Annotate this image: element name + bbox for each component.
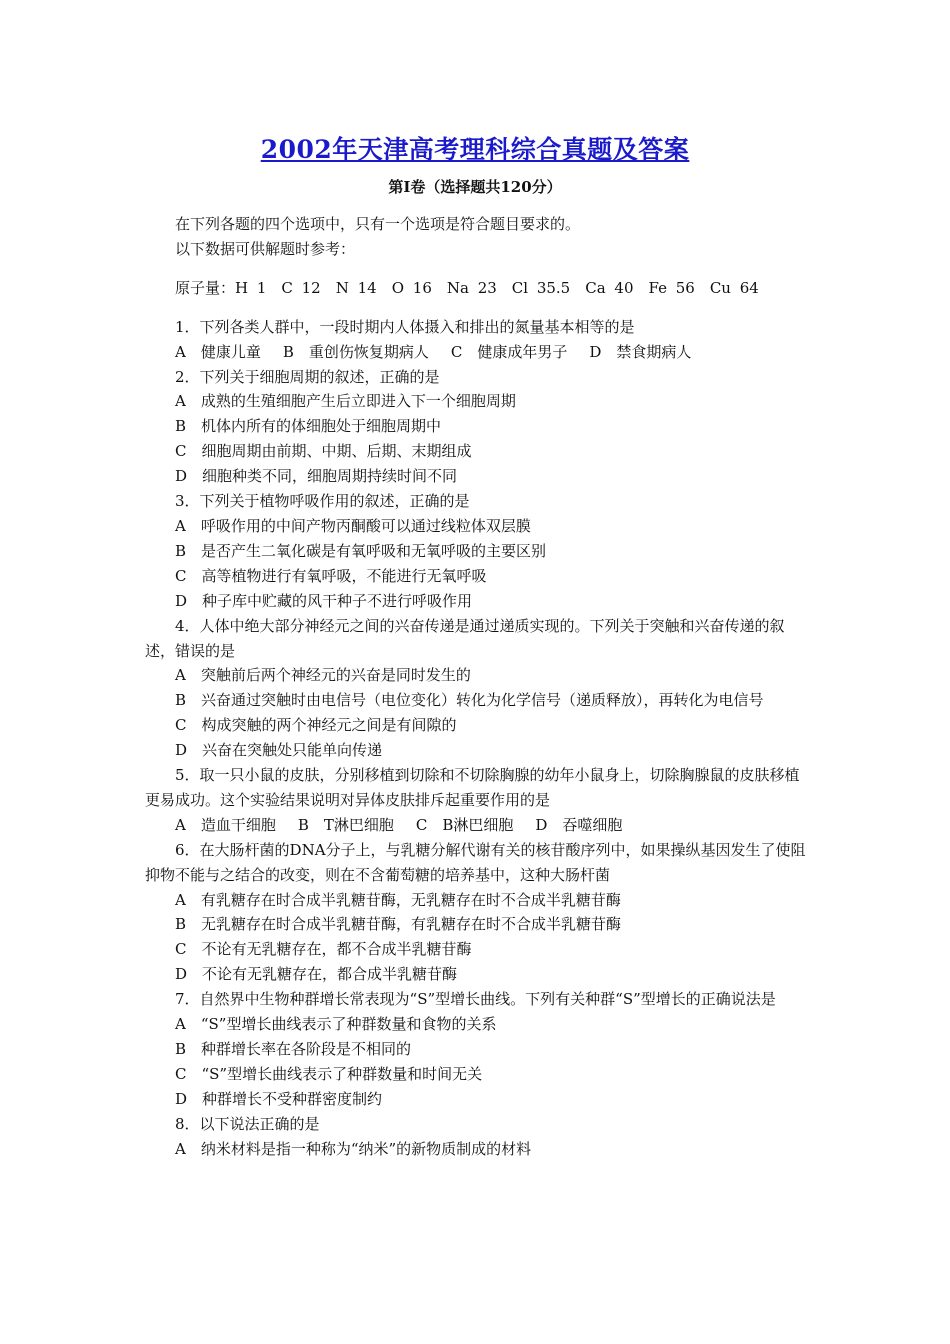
section-heading: 第Ⅰ卷（选择题共120分） xyxy=(388,178,562,196)
intro-reference: 以下数据可供解题时参考： xyxy=(175,239,356,258)
question-1-options xyxy=(145,340,810,365)
document-title[interactable]: 2002年天津高考理科综合真题及答案 xyxy=(260,135,690,164)
question-2-option-d: D 细胞种类不同，细胞周期持续时间不同 xyxy=(175,467,458,486)
question-8-stem: 8．以下说法正确的是 xyxy=(175,1114,320,1133)
question-3-option-a: A 呼吸作用的中间产物丙酮酸可以通过线粒体双层膜 xyxy=(175,516,531,535)
document-body xyxy=(145,212,810,1162)
question-6-option-b: B 无乳糖存在时合成半乳糖苷酶，有乳糖存在时不合成半乳糖苷酶 xyxy=(175,915,622,934)
question-5-options xyxy=(145,813,810,838)
question-3-stem: 3．下列关于植物呼吸作用的叙述，正确的是 xyxy=(175,492,470,511)
question-5-option-a: A 造血干细胞 xyxy=(175,815,276,834)
question-7-option-a: A “S”型增长曲线表示了种群数量和食物的关系 xyxy=(175,1015,497,1034)
question-3-option-b: B 是否产生二氧化碳是有氧呼吸和无氧呼吸的主要区别 xyxy=(175,541,547,560)
question-4-stem: 4．人体中绝大部分神经元之间的兴奋传递是通过递质实现的。下列关于突触和兴奋传递的叙述，错误的是 xyxy=(145,616,785,660)
question-1-option-b: B 重创伤恢复期病人 xyxy=(282,342,429,361)
question-5-option-d: D 吞噬细胞 xyxy=(535,815,623,834)
question-6-stem: 6．在大肠杆菌的DNA分子上，与乳糖分解代谢有关的核苷酸序列中，如果操纵基因发生了使阻抑物不能与之结合的改变，则在不含葡萄糖的培养基中，这种大肠杆菌 xyxy=(145,840,806,884)
question-2-option-b: B 机体内所有的体细胞处于细胞周期中 xyxy=(175,417,442,436)
question-7-stem: 7．自然界中生物种群增长常表现为“S”型增长曲线。下列有关种群“S”型增长的正确说法是 xyxy=(175,990,776,1009)
question-4-option-b: B 兴奋通过突触时由电信号（电位变化）转化为化学信号（递质释放），再转化为电信号 xyxy=(175,691,764,710)
question-4-option-a: A 突触前后两个神经元的兴奋是同时发生的 xyxy=(175,666,471,685)
question-7-option-d: D 种群增长不受种群密度制约 xyxy=(175,1089,383,1108)
question-2-option-c: C 细胞周期由前期、中期、后期、末期组成 xyxy=(175,442,472,461)
question-6-option-a: A 有乳糖存在时合成半乳糖苷酶，无乳糖存在时不合成半乳糖苷酶 xyxy=(175,890,621,909)
question-5-option-b: B T淋巴细胞 xyxy=(297,815,394,834)
atomic-masses: 原子量：H 1 C 12 N 14 O 16 Na 23 Cl 35.5 Ca 40 Fe 56 Cu 64 xyxy=(175,278,759,297)
question-6-option-d: D 不论有无乳糖存在，都合成半乳糖苷酶 xyxy=(175,965,458,984)
question-3-option-c: C 高等植物进行有氧呼吸，不能进行无氧呼吸 xyxy=(175,566,487,585)
question-7-option-c: C “S”型增长曲线表示了种群数量和时间无关 xyxy=(175,1064,483,1083)
question-4-option-d: D 兴奋在突触处只能单向传递 xyxy=(175,741,383,760)
question-7-option-b: B 种群增长率在各阶段是不相同的 xyxy=(175,1040,412,1058)
question-1-option-c: C 健康成年男子 xyxy=(450,342,568,361)
question-3-option-d: D 种子库中贮藏的风干种子不进行呼吸作用 xyxy=(175,591,473,610)
question-1-option-d: D 禁食期病人 xyxy=(589,342,692,361)
question-1-stem: 1．下列各类人群中，一段时期内人体摄入和排出的氮量基本相等的是 xyxy=(175,317,635,336)
intro-instruction: 在下列各题的四个选项中，只有一个选项是符合题目要求的。 xyxy=(175,215,581,233)
question-2-option-a: A 成熟的生殖细胞产生后立即进入下一个细胞周期 xyxy=(175,392,516,411)
question-8-option-a: A 纳米材料是指一种称为“纳米”的新物质制成的材料 xyxy=(175,1139,532,1158)
question-5-option-c: C B淋巴细胞 xyxy=(415,815,514,834)
question-6-option-c: C 不论有无乳糖存在，都不合成半乳糖苷酶 xyxy=(175,940,472,959)
question-2-stem: 2．下列关于细胞周期的叙述，正确的是 xyxy=(175,367,440,386)
question-1-option-a: A 健康儿童 xyxy=(175,342,261,361)
question-4-option-c: C 构成突触的两个神经元之间是有间隙的 xyxy=(175,716,457,735)
question-5-stem: 5．取一只小鼠的皮肤，分别移植到切除和不切除胸腺的幼年小鼠身上，切除胸腺鼠的皮肤移植更易成功。这个实验结果说明对异体皮肤排斥起重要作用的是 xyxy=(145,766,800,809)
